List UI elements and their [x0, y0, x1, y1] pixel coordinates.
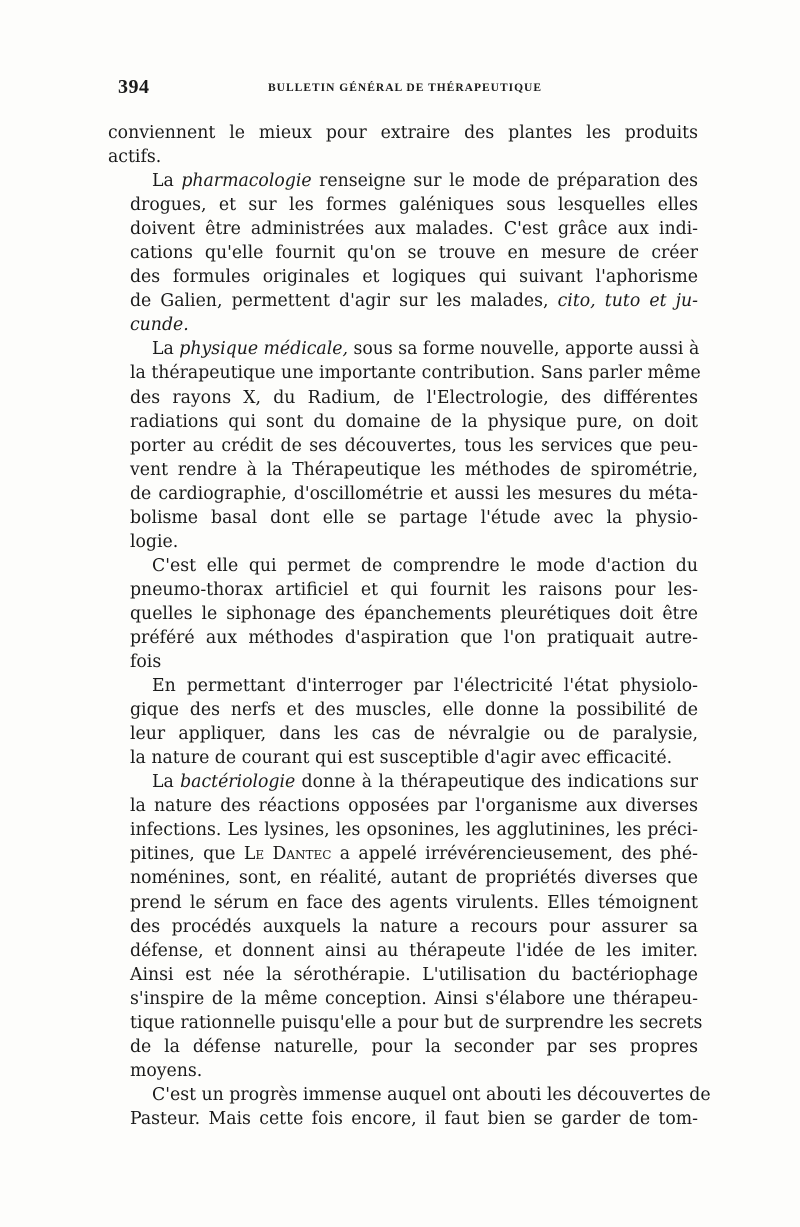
text-line: des rayons X, du Radium, de l'Electrologie, des différentes: [130, 387, 698, 408]
text-line: préféré aux méthodes d'aspiration que l'on pratiquait autre-: [130, 627, 698, 648]
text-line: quelles le siphonage des épanchements pleurétiques doit être: [130, 603, 698, 624]
text-line: conviennent le mieux pour extraire des plantes les produits: [108, 123, 698, 143]
text-line: bolisme basal dont elle se partage l'étude avec la physio-: [130, 507, 698, 528]
text-line: des formules originales et logiques qui suivant l'aphorisme: [130, 267, 698, 288]
text-line: Pasteur. Mais cette fois encore, il faut bien se garder de tom-: [130, 1108, 698, 1129]
text-line: tique rationnelle puisqu'elle a pour but de surprendre les secrets: [130, 1012, 703, 1033]
text-line: radiations qui sont du domaine de la physique pure, on doit: [130, 411, 698, 432]
text-line: s'inspire de la même conception. Ainsi s'élabore une thérapeu-: [130, 988, 698, 1009]
text-line: En permettant d'interroger par l'électricité l'état physiolo-: [152, 676, 698, 697]
text-line: actifs.: [108, 147, 162, 168]
text-line: cunde.: [130, 315, 189, 336]
paragraph: [108, 337, 701, 553]
text-line: fois: [130, 652, 162, 673]
text-line: La bactériologie donne à la thérapeutique des indications sur: [152, 772, 699, 793]
text-line: défense, et donnent ainsi au thérapeute l'idée de les imiter.: [130, 940, 698, 961]
paragraph: [108, 121, 698, 169]
text-line: des procédés auxquels la nature a recours pour assurer sa: [130, 916, 698, 937]
text-line: de cardiographie, d'oscillométrie et aussi les mesures du méta-: [130, 483, 698, 504]
body-text: [108, 121, 711, 1131]
text-line: C'est elle qui permet de comprendre le mode d'action du: [152, 555, 698, 576]
text-line: de la défense naturelle, pour la seconder par ses propres: [130, 1036, 698, 1057]
text-line: cations qu'elle fournit qu'on se trouve en mesure de créer: [130, 243, 698, 264]
text-line: vent rendre à la Thérapeutique les méthodes de spirométrie,: [130, 459, 698, 480]
page-number: 394: [118, 76, 150, 98]
text-line: leur appliquer, dans les cas de névralgie ou de paralysie,: [130, 724, 698, 745]
text-line: infections. Les lysines, les opsonines, les agglutinines, les préci-: [130, 820, 698, 841]
paragraph: [108, 1083, 711, 1131]
text-line: prend le sérum en face des agents virulents. Elles témoignent: [130, 892, 698, 913]
text-line: la thérapeutique une importante contribution. Sans parler même: [130, 363, 701, 384]
paragraph: [108, 554, 698, 674]
text-line: moyens.: [130, 1060, 203, 1081]
text-line: noménines, sont, en réalité, autant de propriétés diverses que: [130, 868, 698, 889]
text-line: C'est un progrès immense auquel ont abouti les découvertes de: [152, 1084, 711, 1105]
text-line: doivent être administrées aux malades. C'est grâce aux indi-: [130, 219, 698, 240]
paragraph: [108, 674, 698, 770]
text-line: la nature de courant qui est susceptible d'agir avec efficacité.: [130, 748, 673, 769]
text-line: Ainsi est née la sérothérapie. L'utilisation du bactériophage: [130, 964, 698, 985]
text-line: La pharmacologie renseigne sur le mode de préparation des: [152, 171, 698, 192]
text-line: la nature des réactions opposées par l'organisme aux diverses: [130, 796, 698, 817]
text-line: logie.: [130, 531, 179, 552]
running-title: BULLETIN GÉNÉRAL DE THÉRAPEUTIQUE: [268, 82, 543, 94]
text-line: La physique médicale, sous sa forme nouvelle, apporte aussi à: [152, 339, 700, 360]
text-line: pitines, que Le Dantec a appelé irrévérencieusement, des phé-: [130, 844, 698, 865]
text-line: pneumo-thorax artificiel et qui fournit les raisons pour les-: [130, 579, 698, 600]
paragraph: [108, 169, 698, 337]
text-line: drogues, et sur les formes galéniques sous lesquelles elles: [130, 195, 698, 216]
text-line: gique des nerfs et des muscles, elle donne la possibilité de: [130, 700, 698, 721]
paragraph: [108, 770, 703, 1083]
page-header: [118, 76, 698, 100]
text-line: de Galien, permettent d'agir sur les malades, cito, tuto et ju-: [130, 291, 698, 312]
text-line: porter au crédit de ses découvertes, tous les services que peu-: [130, 435, 698, 456]
